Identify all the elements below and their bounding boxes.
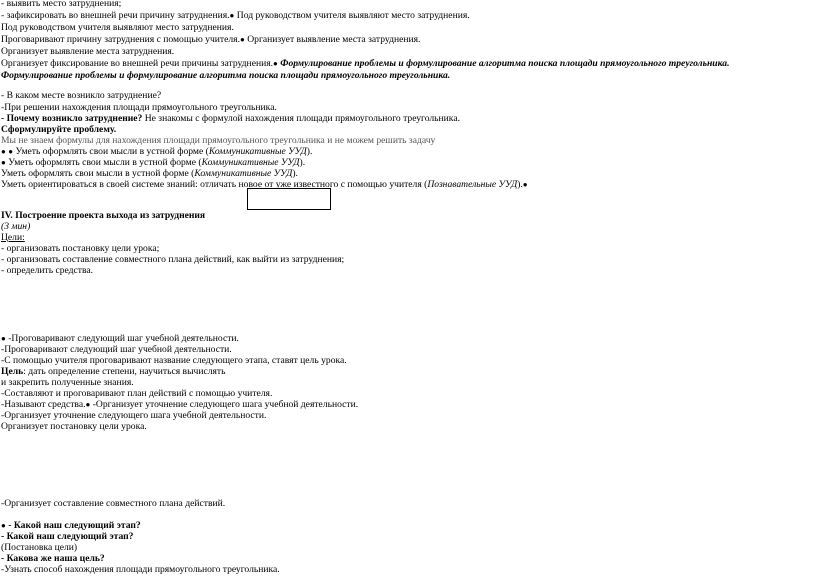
line-text: -Проговаривают следующий шаг учебной деятельности.	[5, 333, 239, 344]
bullet-icon: ●	[1, 521, 6, 530]
line-text: Проговаривают причину затруднения с помощью учителя.	[1, 34, 240, 45]
text-line	[1, 58, 729, 70]
line-text: (3 мин)	[1, 221, 31, 232]
line-text: -Организует уточнение следующего шага учебной деятельности.	[90, 399, 359, 410]
line-text: - Какой наш следующий этап?	[1, 531, 134, 542]
text-line	[1, 34, 420, 46]
line-text: - выявить место затруднения;	[1, 0, 122, 9]
text-line	[1, 46, 174, 58]
line-text: -При решении нахождения площади прямоугольного треугольника.	[1, 102, 277, 113]
text-line	[1, 10, 470, 22]
text-line	[1, 421, 147, 433]
line-text: ).	[292, 168, 298, 179]
bullet-icon: ●	[229, 11, 235, 20]
line-text: Организует выявление места затруднения.	[1, 46, 175, 57]
line-text: -С помощью учителя проговаривают название следующего этапа, ставят цель урока.	[1, 355, 347, 366]
line-text: ).	[299, 157, 306, 168]
line-text: Уметь ориентироваться в своей системе знаний: отличать новое от уже известного с помощью учителя (	[1, 179, 428, 190]
line-text: -Организует составление совместного плана действий.	[1, 498, 226, 509]
line-text: Уметь оформлять свои мысли в устной форме (	[13, 146, 209, 157]
line-text: -Организует уточнение следующего шага учебной деятельности.	[1, 410, 267, 421]
line-text: -Узнать способ нахождения площади прямоугольного треугольника.	[1, 564, 280, 575]
line-text: : дать определение степени, научиться вычислять	[23, 366, 226, 377]
line-text: Сформулируйте проблему.	[1, 124, 117, 135]
line-text: - организовать постановку цели урока;	[1, 243, 160, 254]
line-text: - зафиксировать во внешней речи причину затруднения.	[1, 10, 230, 21]
line-text: Коммуникативные УУД	[201, 157, 300, 168]
line-text: Под руководством учителя выявляют место затруднения.	[234, 10, 470, 21]
line-text: -Составляют и проговаривают план действий с помощью учителя.	[1, 388, 273, 399]
line-text: -Называют средства.	[1, 399, 86, 410]
line-text: ).	[306, 146, 313, 157]
bullet-icon: ●	[1, 334, 6, 343]
text-line	[1, 0, 121, 10]
line-text: - Почему возникло затруднение?	[1, 113, 143, 124]
bullet-icon: ●	[522, 180, 528, 189]
text-line	[1, 90, 161, 102]
section-heading	[1, 210, 205, 222]
line-text: - В каком месте возникло затруднение?	[1, 90, 162, 101]
text-line	[1, 564, 280, 576]
line-text: Организует фиксирование во внешней речи причины затруднения.	[1, 58, 274, 69]
text-line	[1, 70, 450, 82]
line-text: Организует постановку цели урока.	[1, 421, 147, 432]
line-text: Познавательные УУД	[427, 179, 518, 190]
line-text: - Какова же наша цель?	[1, 553, 105, 564]
line-text: Цели:	[1, 232, 25, 243]
line-text: Мы не знаем формулы для нахождения площади прямоугольного треугольника и не можем решить задачу	[1, 135, 436, 146]
text-line	[1, 498, 225, 510]
line-text: Уметь оформлять свои мысли в устной форме (	[1, 168, 195, 179]
line-text: Цель	[1, 366, 24, 377]
bullet-icon: ●	[1, 158, 6, 167]
empty-frame	[247, 188, 331, 210]
line-text: Формулирование проблемы и формулирование алгоритма поиска площади прямоугольного треугольника.	[1, 70, 451, 81]
line-text: Организует выявление места затруднения.	[244, 34, 421, 45]
line-text: - организовать составление совместного плана действий, как выйти из затруднения;	[1, 254, 345, 265]
line-text: Под руководством учителя выявляют место затруднения.	[1, 22, 234, 33]
line-text: -Проговаривают следующий шаг учебной деятельности.	[1, 344, 232, 355]
line-text: ).	[517, 179, 523, 190]
bullet-icon: ●	[273, 59, 278, 68]
bullet-icon: ●	[1, 147, 6, 156]
line-text: Не знакомы с формулой нахождения площади прямоугольного треугольника.	[142, 113, 460, 124]
line-text: Уметь оформлять свои мысли в устной форме (	[5, 157, 202, 168]
line-text: IV. Построение проекта выхода из затруднения	[1, 210, 206, 221]
line-text: Коммуникативные УУД	[194, 168, 293, 179]
line-text: - определить средства.	[1, 265, 94, 276]
bullet-icon: ●	[8, 147, 14, 156]
bullet-icon: ●	[85, 400, 91, 409]
line-text: Формулирование проблемы и формулирование алгоритма поиска площади прямоугольного треугольника.	[277, 58, 730, 69]
line-text: (Постановка цели)	[1, 542, 78, 553]
line-text: и закрепить полученные знания.	[1, 377, 134, 388]
text-line	[1, 22, 234, 34]
line-text: Коммуникативные УУД	[208, 146, 307, 157]
bullet-icon: ●	[240, 35, 245, 44]
text-line	[1, 265, 93, 277]
line-text: - Какой наш следующий этап?	[5, 520, 141, 531]
